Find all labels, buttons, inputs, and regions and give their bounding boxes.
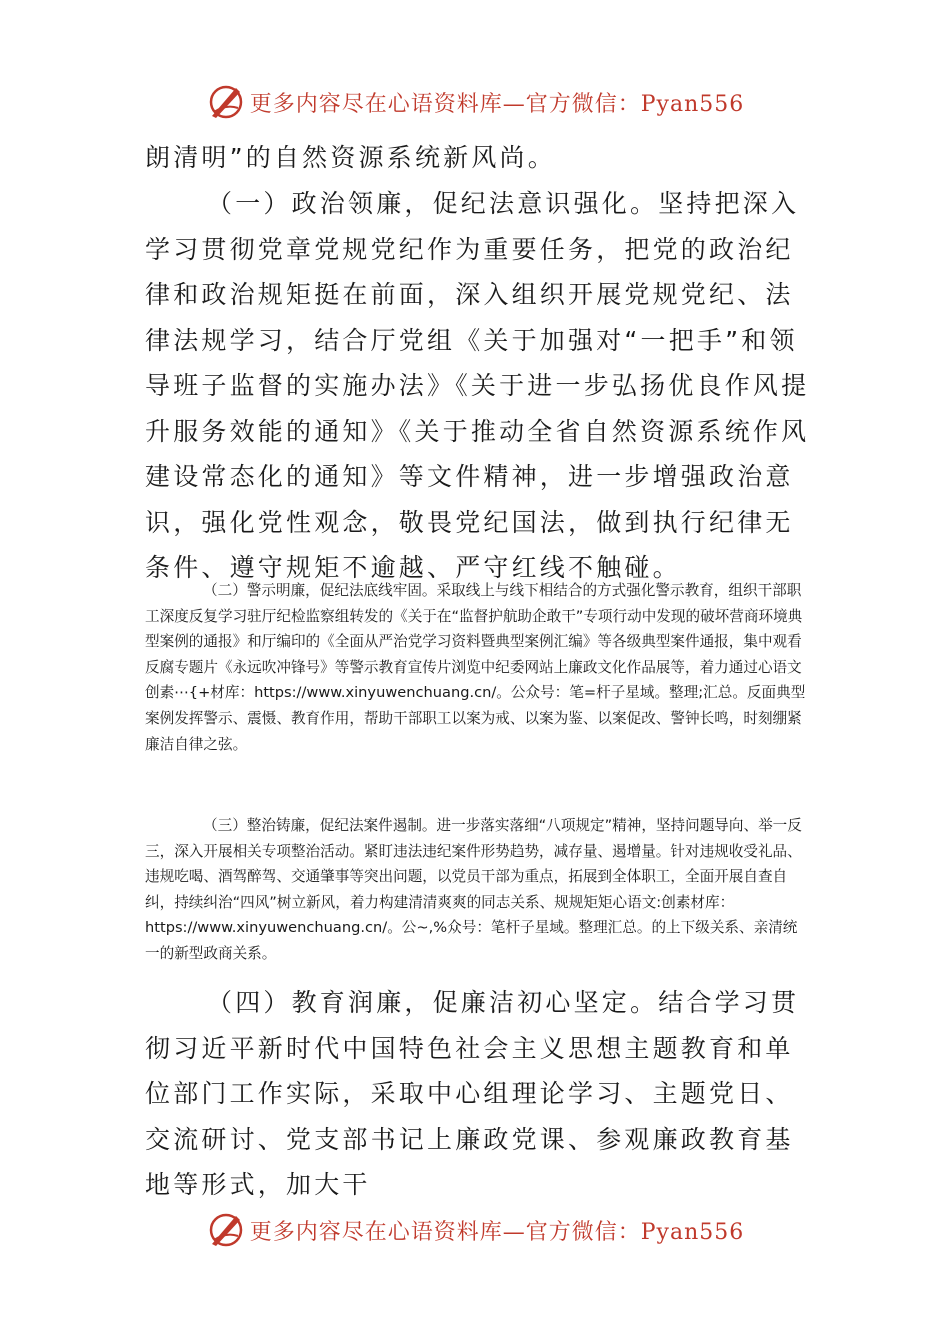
wechat-id: Pyan556	[640, 1219, 745, 1245]
pen-logo-icon	[206, 82, 246, 122]
pen-logo-icon	[206, 1210, 246, 1250]
wechat-id: Pyan556	[640, 91, 745, 117]
footer-banner	[0, 1208, 950, 1252]
banner-text: 更多内容尽在心语资料库—官方微信：Pyan556	[249, 1219, 745, 1245]
paragraph-section-3: （三）整治铸廉，促纪法案件遏制。进一步落实落细“八项规定”精神，坚持问题导向、举一反三，深入开展相关专项整治活动。紧盯违法违纪案件形势趋势，减存量、遏增量。针对违规收受礼品、违规吃喝、酒驾醉驾、交通肇事等突出问题，以党员干部为重点，拓展到全体职工，全面开展自查自纠，持续纠治“四风”树立新风，着力构建清清爽爽的同志关系、规规矩矩心语文:创素材库：https://www.xinyuwenchuang.cn/。公~,%众号：笔杆子星域。整理汇总。的上下级关系、亲清统一的新型政商关系。	[145, 817, 802, 962]
paragraph-section-2: （二）警示明廉，促纪法底线牢固。采取线上与线下相结合的方式强化警示教育，组织干部职工深度反复学习驻厅纪检监察组转发的《关于在“监督护航助企敢干”专项行动中发现的破坏营商环境典型案例的通报》和厅编印的《全面从严治党学习资料暨典型案例汇编》等各级典型案件通报，集中观看反腐专题片《永远吹冲锋号》等警示教育宣传片浏览中纪委网站上廉政文化作品展等，着力通过心语文创素⋯{+材库：https://www.xinyuwenchuang.cn/。公众号：笔=杆子星域。整理;汇总。反面典型案例发挥警示、震慑、教育作用，帮助干部职工以案为戒、以案为鉴、以案促改、警钟长鸣，时刻绷紧廉洁自律之弦。	[145, 582, 806, 753]
paragraph-section-1: （一）政治领廉，促纪法意识强化。坚持把深入学习贯彻党章党规党纪作为重要任务，把党的政治纪律和政治规矩挺在前面，深入组织开展党规党纪、法律法规学习，结合厅党组《关于加强对“一把手”和领导班子监督的实施办法》《关于进一步弘扬优良作风提升服务效能的通知》《关于推动全省自然资源系统作风建设常态化的通知》等文件精神，进一步增强政治意识，强化党性观念，敬畏党纪国法，做到执行纪律无条件、遵守规矩不逾越、严守红线不触碰。	[145, 189, 810, 582]
paragraph-intro-end: 朗清明”的自然资源系统新风尚。	[145, 143, 556, 172]
header-banner	[0, 80, 950, 124]
paragraph-section-4: （四）教育润廉，促廉洁初心坚定。结合学习贯彻习近平新时代中国特色社会主义思想主题教育和单位部门工作实际，采取中心组理论学习、主题党日、交流研讨、党支部书记上廉政党课、参观廉政教育基地等形式，加大干	[145, 988, 800, 1199]
banner-text: 更多内容尽在心语资料库—官方微信：Pyan556	[249, 91, 745, 117]
